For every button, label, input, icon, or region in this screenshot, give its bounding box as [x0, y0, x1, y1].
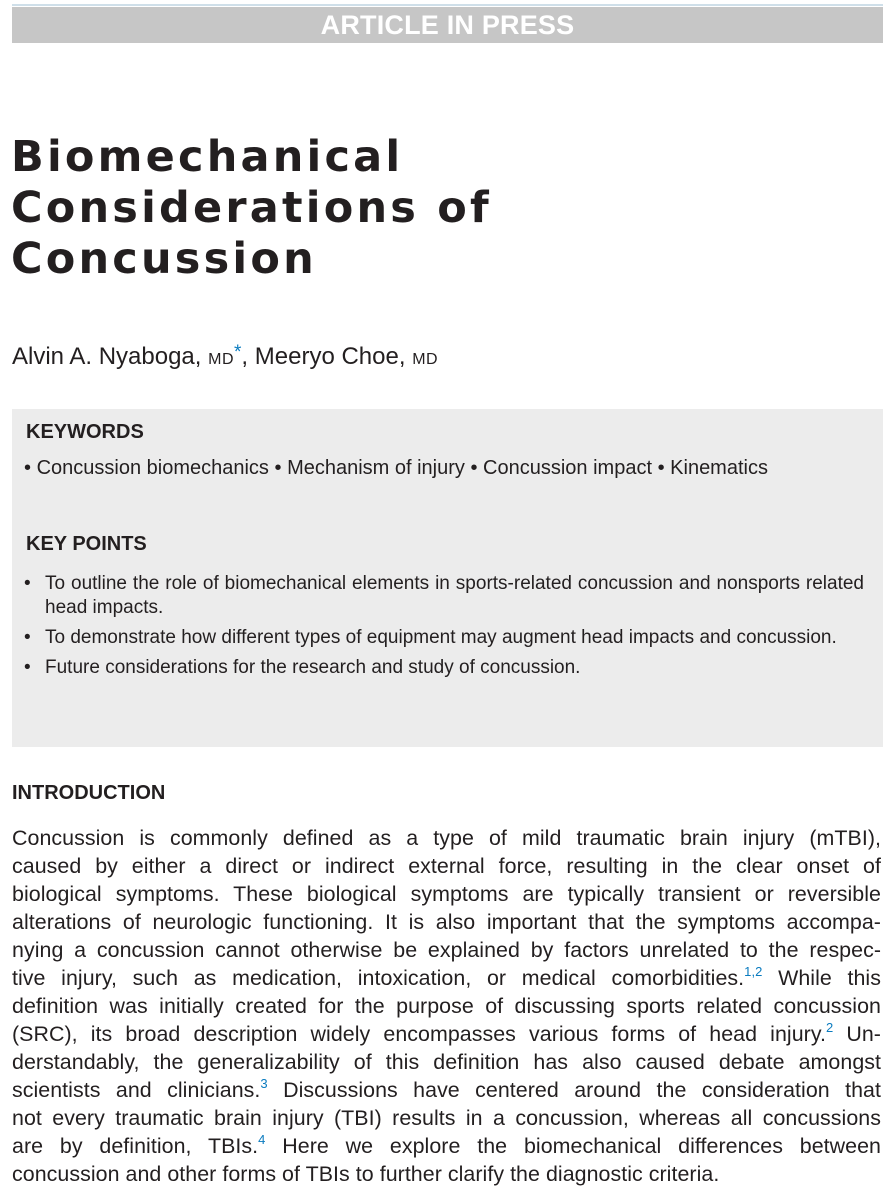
paragraph-line	[12, 824, 881, 852]
author-name: Alvin A. Nyaboga,	[12, 343, 202, 370]
author-degree: MD	[208, 351, 235, 368]
line-text: not every traumatic brain injury (TBI) results in a concussion, whereas all concussions	[12, 1106, 881, 1130]
line-text: nying a concussion cannot otherwise be explained by factors unrelated to the respec-	[12, 938, 881, 962]
introduction-heading: INTRODUCTION	[12, 782, 166, 804]
line-text: concussion and other forms of TBIs to further clarify the diagnostic criteria.	[12, 1162, 720, 1186]
line-text: scientists and clinicians.	[12, 1078, 261, 1102]
paragraph-line	[12, 1048, 881, 1076]
line-text: derstandably, the generalizability of this definition has also caused debate amongst	[12, 1050, 881, 1074]
line-text: tive injury, such as medication, intoxication, or medical comorbidities.	[12, 966, 745, 990]
author-name: Meeryo Choe,	[254, 343, 406, 370]
author-degree: MD	[412, 351, 439, 368]
line-text: definition was initially created for the purpose of discussing sports related concussion	[12, 994, 881, 1018]
bullet-icon: •	[657, 457, 665, 479]
key-points-heading: KEY POINTS	[26, 533, 147, 555]
title-line: Biomechanical	[11, 132, 404, 182]
key-point-item: • Future considerations for the research and study of concussion.	[24, 656, 864, 680]
paragraph-line	[12, 1020, 881, 1048]
keyword-item: Concussion impact	[483, 457, 653, 479]
reference-link[interactable]: 4	[258, 1132, 266, 1147]
title-line: Considerations of	[11, 183, 492, 233]
article-title	[11, 132, 711, 285]
article-in-press-banner: ARTICLE IN PRESS	[12, 7, 883, 43]
key-point-item: • To outline the role of biomechanical elements in sports-related concussion and nonsports related head impacts.	[24, 572, 864, 620]
paragraph-line	[12, 936, 881, 964]
keyword-item: Concussion biomechanics	[36, 457, 269, 479]
paragraph-line	[12, 1160, 881, 1188]
bullet-icon: •	[24, 457, 32, 479]
bullet-icon: •	[470, 457, 478, 479]
paragraph-line	[12, 908, 881, 936]
line-text: Here we explore the biomechanical differences between	[265, 1134, 882, 1158]
paragraph-line	[12, 880, 881, 908]
paragraph-line	[12, 1076, 881, 1104]
introduction-paragraph	[12, 824, 881, 1188]
paragraph-line	[12, 1132, 881, 1160]
line-text: (SRC), its broad description widely encompasses various forms of head injury.	[12, 1022, 826, 1046]
author-separator: ,	[241, 343, 249, 370]
paragraph-line	[12, 852, 881, 880]
header-rule	[12, 4, 883, 6]
line-text: biological symptoms. These biological symptoms are typically transient or reversible	[12, 882, 881, 906]
keywords-heading: KEYWORDS	[26, 421, 144, 443]
summary-box	[12, 409, 883, 747]
line-text: Discussions have centered around the consideration that	[267, 1078, 881, 1102]
keywords-list	[24, 455, 768, 481]
key-points-list	[24, 572, 864, 686]
line-text: Un-	[833, 1022, 881, 1046]
line-text: caused by either a direct or indirect external force, resulting in the clear onset of	[12, 854, 881, 878]
bullet-icon: •	[274, 457, 282, 479]
title-line: Concussion	[11, 234, 317, 284]
author-list	[12, 337, 438, 376]
line-text: are by definition, TBIs.	[12, 1134, 259, 1158]
line-text: While this	[762, 966, 881, 990]
paragraph-line	[12, 992, 881, 1020]
line-text: alterations of neurologic functioning. It is also important that the symptoms accompa-	[12, 910, 881, 934]
line-text: Concussion is commonly defined as a type of mild traumatic brain injury (mTBI),	[12, 826, 881, 850]
reference-link[interactable]: 3	[260, 1076, 268, 1091]
corresponding-author-mark[interactable]: *	[234, 342, 242, 363]
keyword-item: Kinematics	[670, 457, 768, 479]
paragraph-line	[12, 964, 881, 992]
key-point-item: • To demonstrate how different types of equipment may augment head impacts and concussion.	[24, 626, 864, 650]
reference-link[interactable]: 2	[825, 1020, 834, 1035]
keyword-item: Mechanism of injury	[287, 457, 465, 479]
reference-link[interactable]: 1,2	[744, 964, 763, 979]
paragraph-line	[12, 1104, 881, 1132]
